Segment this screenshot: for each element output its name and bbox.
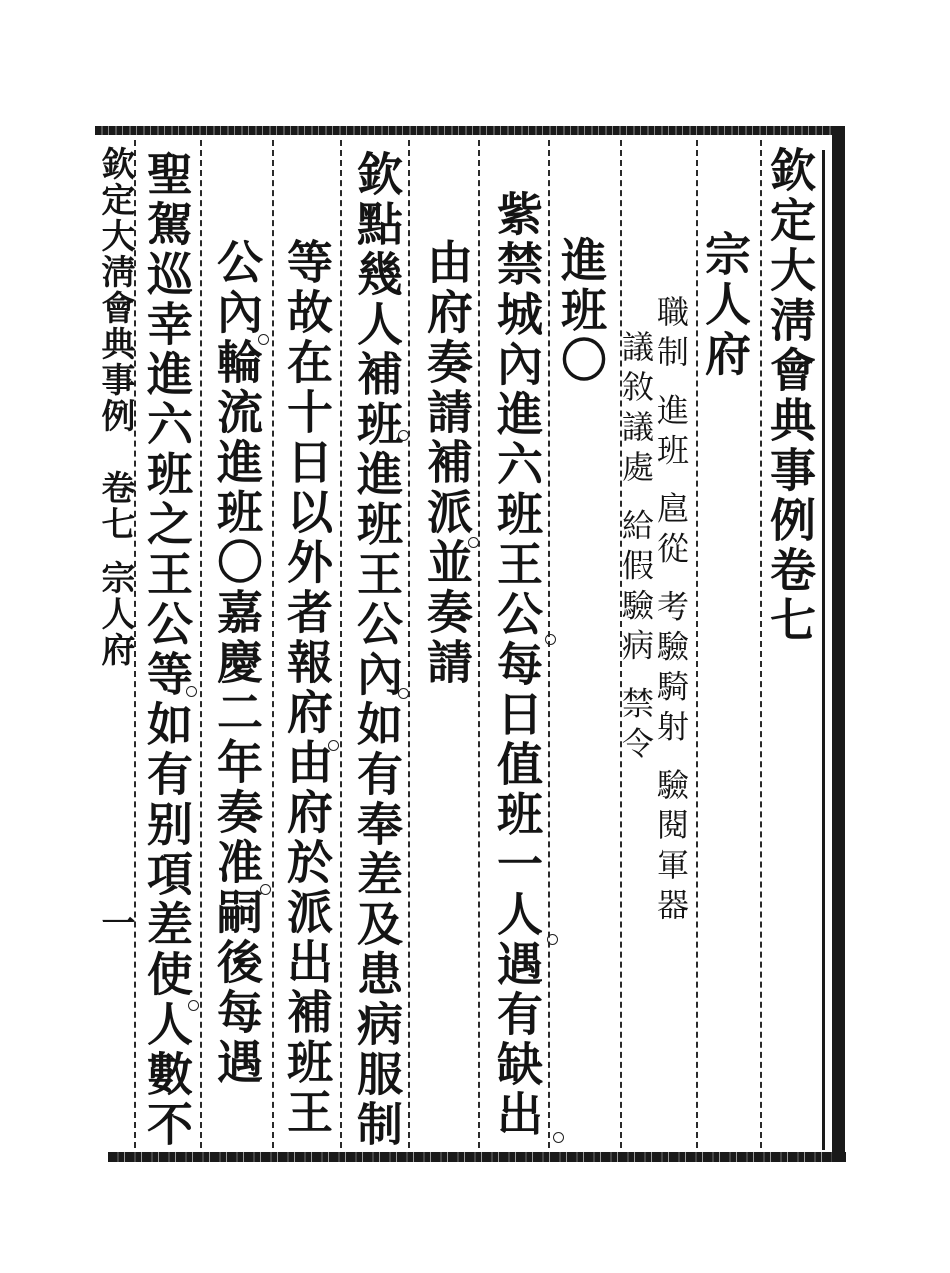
frame-right-border xyxy=(832,126,845,1162)
punctuation-mark xyxy=(188,1000,199,1011)
frame-right-inner-rule xyxy=(822,150,825,1150)
section-title: 宗人府 xyxy=(698,230,752,380)
frame-bottom-border xyxy=(108,1152,846,1162)
column-rule xyxy=(408,140,410,1148)
column-rule xyxy=(340,140,342,1148)
body-line-1: 紫禁城內進六班王公每日值班一人遇有缺出 xyxy=(490,190,544,1140)
punctuation-mark xyxy=(468,537,479,548)
margin-section-label: 宗人府 xyxy=(95,560,135,668)
toc-row-1: 職制 進班 扈從 考驗騎射 驗閱軍器 xyxy=(652,295,690,928)
margin-page-number: 一 xyxy=(95,905,135,941)
margin-volume-label: 卷七 xyxy=(95,470,135,542)
punctuation-mark xyxy=(398,430,409,441)
column-rule xyxy=(478,140,480,1148)
book-title: 欽定大淸會典事例卷七 xyxy=(763,146,817,646)
punctuation-mark xyxy=(398,688,409,699)
punctuation-mark xyxy=(328,740,339,751)
column-rule xyxy=(272,140,274,1148)
body-line-5: 公內輪流進班〇嘉慶二年奏准嗣後每遇 xyxy=(210,238,264,1088)
punctuation-mark xyxy=(260,884,271,895)
body-line-4: 等故在十日以外者報府由府於派出補班王 xyxy=(280,238,334,1138)
body-line-6: 聖駕巡幸進六班之王公等如有别項差使人數不 xyxy=(140,150,194,1150)
punctuation-mark xyxy=(545,634,556,645)
body-line-2: 由府奏請補派並奏請 xyxy=(420,238,474,688)
column-rule xyxy=(200,140,202,1148)
punctuation-mark xyxy=(258,334,269,345)
body-line-3: 欽點幾人補班進班王公內如有奉差及患病服制 xyxy=(350,150,404,1150)
frame-top-border xyxy=(95,126,840,135)
margin-book-label: 欽定大淸會典事例 xyxy=(95,146,135,434)
toc-row-2: 議敘議處 給假驗病 禁令 xyxy=(617,330,655,767)
punctuation-mark xyxy=(186,686,197,697)
column-rule xyxy=(760,140,762,1148)
heading: 進班〇 xyxy=(554,236,608,386)
punctuation-mark xyxy=(553,1132,564,1143)
punctuation-mark xyxy=(547,934,558,945)
